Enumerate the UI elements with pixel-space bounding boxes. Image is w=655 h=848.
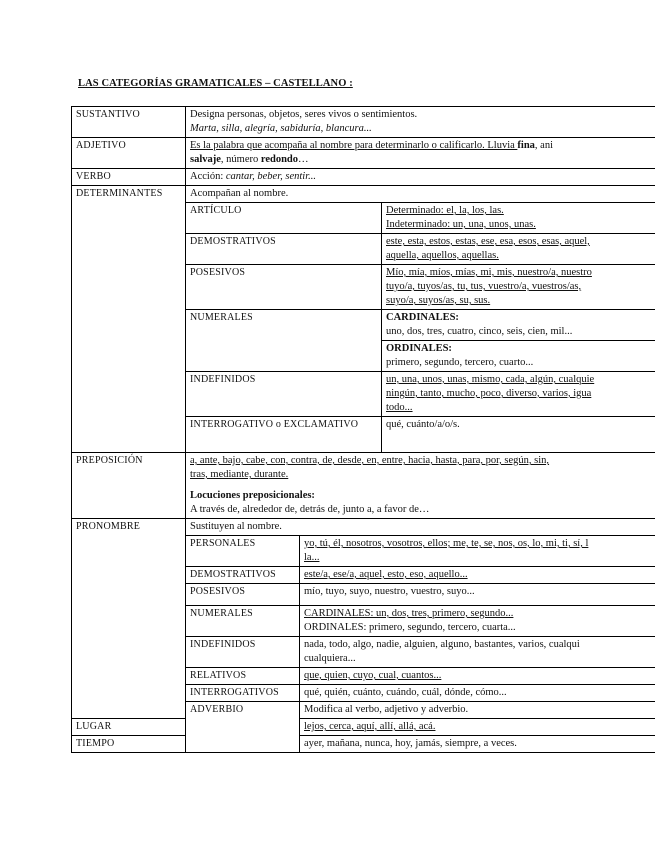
subcategory-content [300,637,655,668]
description: Acompañan al nombre. [186,186,655,203]
subcategory-content [382,265,655,310]
line: cualquiera... [304,653,356,664]
prefix: Acción: [190,171,226,182]
category-label: PRONOMBRE [72,519,186,719]
subcategory-content: mío, tuyo, suyo, nuestro, vuestro, suyo... [300,584,655,606]
subcategory-label: LUGAR [72,719,186,736]
subcategory-content: ayer, mañana, nunca, hoy, jamás, siempre, a veces. [300,736,655,753]
line: CARDINALES: un, dos, tres, primero, segundo... [304,608,514,619]
definition-text: Es la palabra que acompaña al nombre para determinarlo o calificarlo. Lluvia [190,140,518,151]
line: un, una, unos, unas, mismo, cada, algún, cualquie [386,374,595,385]
subcategory-label: NUMERALES [186,606,300,637]
line: la... [304,552,320,563]
subcategory-label: NUMERALES [186,310,382,372]
sub-row-tiempo [72,736,655,753]
line: este, esta, estos, estas, ese, esa, esos, esas, aquel, [386,236,590,247]
subcategory-label: INDEFINIDOS [186,637,300,668]
subcategory-label: RELATIVOS [186,668,300,685]
subcategory-label: PERSONALES [186,536,300,567]
row-preposicion [72,453,655,519]
example-text: , número [220,154,261,165]
definition-tail: , ani [534,140,553,151]
subcategory-content [382,234,655,265]
category-content [186,453,655,519]
subcategory-label: TIEMPO [72,736,186,753]
line: Determinado: el, la, los, las. [386,205,504,216]
subcategory-content: qué, cuánto/a/o/s. [382,417,655,453]
line: suyo/a, suyos/as, su, sus. [386,295,491,306]
subcategory-label: INDEFINIDOS [186,372,382,417]
cardinales-label: CARDINALES: [386,312,459,323]
subcategory-content: este/a, ese/a, aquel, esto, eso, aquello... [300,567,655,584]
line: yo, tú, él, nosotros, vosotros, ellos; me, te, se, nos, os, lo, mi, ti, sí, l [304,538,589,549]
examples: Marta, silla, alegría, sabiduría, blancura... [190,123,372,134]
ellipsis: … [298,154,309,165]
category-label: PREPOSICIÓN [72,453,186,519]
description: Designa personas, objetos, seres vivos o sentimientos. [190,109,418,120]
subcategory-content [382,310,655,341]
subcategory-label: DEMOSTRATIVOS [186,234,382,265]
subcategory-label: INTERROGATIVOS [186,685,300,702]
line: tras, mediante, durante. [190,469,289,480]
subcategory-content [300,536,655,567]
subcategory-label: POSESIVOS [186,265,382,310]
category-content [186,138,655,169]
subcategory-label: DEMOSTRATIVOS [186,567,300,584]
row-determinantes [72,186,655,203]
subcategory-content [382,341,655,372]
subcategory-content [300,606,655,637]
line: todo... [386,402,413,413]
example-bold: salvaje [190,154,221,165]
line: Indeterminado: un, una, unos, unas. [386,219,536,230]
ordinales-text: primero, segundo, tercero, cuarto... [386,357,534,368]
cardinales-text: uno, dos, tres, cuatro, cinco, seis, cien, mil... [386,326,573,337]
line: nada, todo, algo, nadie, alguien, alguno, bastantes, varios, cualqui [304,639,580,650]
example-bold: redondo [260,154,299,165]
category-label: SUSTANTIVO [72,107,186,138]
subcategory-content [382,203,655,234]
row-sustantivo [72,107,655,138]
subcategory-label: INTERROGATIVO o EXCLAMATIVO [186,417,382,453]
description: Modifica al verbo, adjetivo y adverbio. [300,702,655,719]
category-label: ADJETIVO [72,138,186,169]
line: aquella, aquellos, aquellas. [386,250,499,261]
row-pronombre [72,519,655,536]
subcategory-label: ARTÍCULO [186,203,382,234]
description: Sustituyen al nombre. [186,519,655,536]
line: Mío, mía, míos, mías, mi, mis, nuestro/a, nuestro [386,267,592,278]
category-label: ADVERBIO [186,702,300,753]
locuciones-text: A través de, alrededor de, detrás de, junto a, a favor de… [190,504,430,515]
category-content [186,107,655,138]
subcategory-content: qué, quién, cuánto, cuándo, cuál, dónde, cómo... [300,685,655,702]
category-label: DETERMINANTES [72,186,186,453]
categories-table [71,106,655,753]
category-label: VERBO [72,169,186,186]
line: tuyo/a, tuyos/as, tu, tus, vuestro/a, vuestros/as, [386,281,582,292]
subcategory-content: que, quien, cuyo, cual, cuantos... [300,668,655,685]
row-verbo [72,169,655,186]
subcategory-label: POSESIVOS [186,584,300,606]
subcategory-content [382,372,655,417]
subcategory-content: lejos, cerca, aquí, allí, allá, acá. [300,719,655,736]
line: a, ante, bajo, cabe, con, contra, de, desde, en, entre, hacia, hasta, para, por, según, sin, [190,455,550,466]
ordinales-label: ORDINALES: [386,343,452,354]
examples: cantar, beber, sentir... [225,171,316,182]
line: ningún, tanto, mucho, poco, diverso, varios, igua [386,388,592,399]
row-adjetivo [72,138,655,169]
line: ORDINALES: primero, segundo, tercero, cuarta... [304,622,516,633]
category-content [186,169,655,186]
example-bold: fina [517,140,535,151]
page-title: LAS CATEGORÍAS GRAMATICALES – CASTELLANO : [78,78,353,89]
locuciones-label: Locuciones preposicionales: [190,490,315,501]
sub-row-lugar [72,719,655,736]
